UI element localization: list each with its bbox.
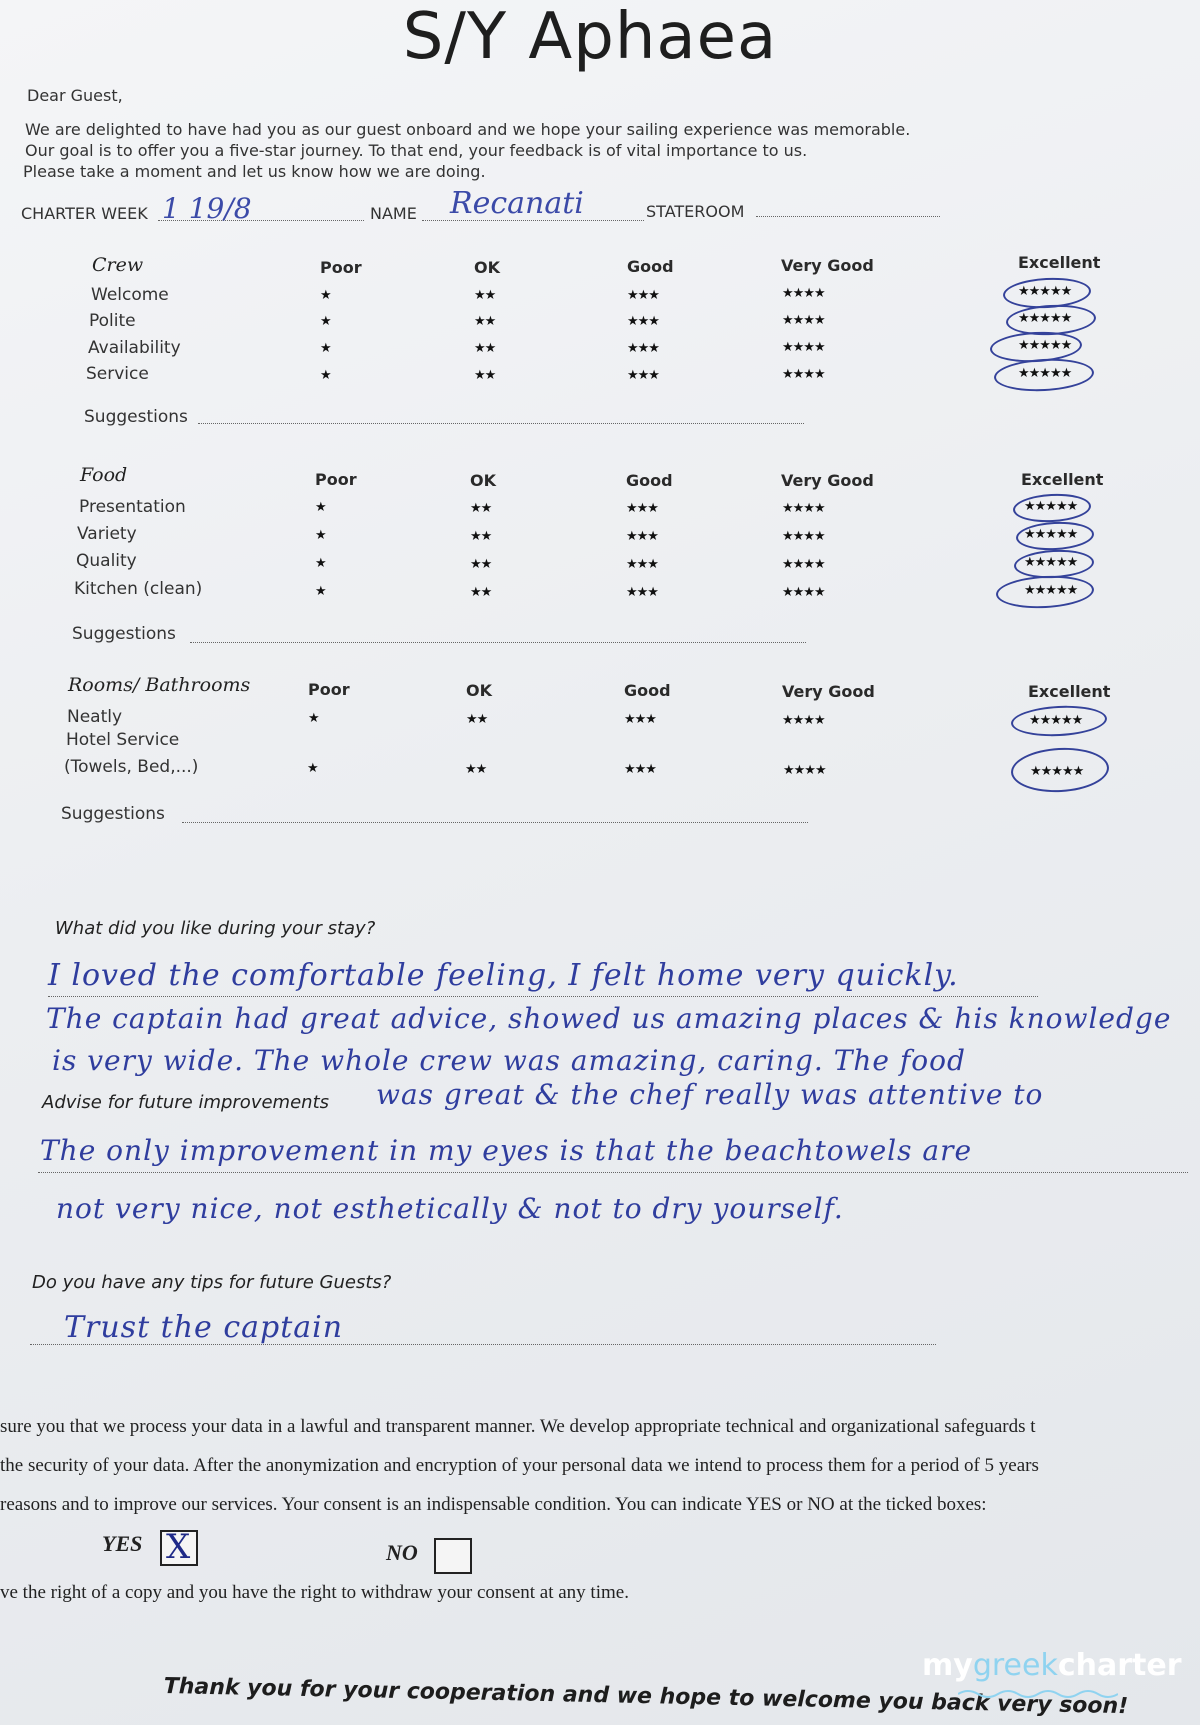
item-neatly: Neatly (67, 707, 123, 727)
suggestions-label: Suggestions (72, 624, 176, 644)
charter-week-value[interactable]: 1 19/8 (162, 192, 252, 225)
greeting: Dear Guest, (27, 86, 123, 105)
star-4[interactable]: ★★★★ (782, 313, 825, 328)
star-3[interactable]: ★★★ (627, 368, 659, 383)
star-5[interactable]: ★★★★★ (1024, 555, 1078, 570)
legal-line-3: reasons and to improve our services. Your consent is an indispensable condition. You can indicate YES or NO at the ticked boxes: (0, 1494, 987, 1515)
star-4[interactable]: ★★★★ (782, 340, 825, 355)
star-3[interactable]: ★★★ (624, 712, 656, 727)
star-2[interactable]: ★★ (470, 529, 492, 544)
star-1[interactable]: ★ (320, 314, 331, 329)
consent-yes-label: YES (102, 1531, 143, 1556)
header-excellent: Excellent (1021, 470, 1104, 489)
intro-line-3: Please take a moment and let us know how we are doing. (23, 162, 486, 181)
star-3[interactable]: ★★★ (624, 762, 656, 777)
header-very-good: Very Good (781, 471, 874, 490)
header-ok: OK (470, 471, 496, 490)
legal-line-4: ve the right of a copy and you have the right to withdraw your consent at any time. (0, 1582, 629, 1603)
header-good: Good (627, 257, 674, 276)
star-3[interactable]: ★★★ (626, 501, 658, 516)
thanks-message: Thank you for your cooperation and we hope to welcome you back very soon! (163, 1674, 1129, 1720)
header-very-good: Very Good (781, 256, 874, 275)
intro-line-2: Our goal is to offer you a five-star journey. To that end, your feedback is of vital importance to us. (25, 141, 808, 160)
star-1[interactable]: ★ (315, 556, 326, 571)
logo-part-my: my (922, 1648, 973, 1683)
header-excellent: Excellent (1028, 682, 1111, 701)
header-poor: Poor (308, 680, 350, 699)
star-3[interactable]: ★★★ (627, 288, 659, 303)
star-3[interactable]: ★★★ (626, 529, 658, 544)
charter-week-label: CHARTER WEEK (21, 204, 148, 223)
mygreekcharter-logo (922, 1648, 1182, 1683)
star-3[interactable]: ★★★ (626, 585, 658, 600)
selection-circle (993, 356, 1095, 393)
logo-part-greek: greek (972, 1648, 1058, 1683)
star-4[interactable]: ★★★★ (782, 585, 825, 600)
star-2[interactable]: ★★ (474, 314, 496, 329)
star-2[interactable]: ★★ (470, 501, 492, 516)
star-5[interactable]: ★★★★★ (1029, 713, 1083, 728)
star-1[interactable]: ★ (307, 761, 318, 776)
answer-tips[interactable]: Trust the captain (64, 1310, 344, 1345)
item-service: Service (86, 364, 149, 384)
consent-yes-checkbox[interactable] (160, 1527, 198, 1567)
item-polite: Polite (89, 311, 136, 331)
suggestions-line[interactable] (190, 642, 806, 643)
star-2[interactable]: ★★ (474, 288, 496, 303)
suggestions-label: Suggestions (61, 804, 165, 824)
header-poor: Poor (315, 470, 357, 489)
item-variety: Variety (77, 524, 137, 544)
answer-improvements-line-1[interactable]: The only improvement in my eyes is that the beachtowels are (40, 1134, 973, 1167)
item-availability: Availability (88, 338, 181, 358)
star-4[interactable]: ★★★★ (782, 557, 825, 572)
selection-circle (1012, 492, 1091, 524)
consent-no-checkbox[interactable] (434, 1538, 472, 1574)
answer-improvements-line-2[interactable]: not very nice, not esthetically & not to dry yourself. (56, 1192, 844, 1225)
section-title-rooms: Rooms/ Bathrooms (68, 674, 251, 696)
star-3[interactable]: ★★★ (626, 557, 658, 572)
wave-icon (958, 1688, 1118, 1700)
star-4[interactable]: ★★★★ (782, 713, 825, 728)
star-5[interactable]: ★★★★★ (1030, 764, 1084, 779)
section-title-crew: Crew (92, 254, 144, 276)
checkbox-mark: X (166, 1527, 191, 1567)
selection-circle (1015, 520, 1094, 552)
star-5[interactable]: ★★★★★ (1018, 338, 1072, 353)
item-quality: Quality (76, 551, 137, 571)
page-title: S/Y Aphaea (402, 0, 778, 74)
item-presentation: Presentation (79, 497, 186, 517)
star-5[interactable]: ★★★★★ (1024, 583, 1078, 598)
star-1[interactable]: ★ (315, 500, 326, 515)
answer-liked-line-4[interactable]: was great & the chef really was attentive to (376, 1078, 1044, 1111)
section-title-food: Food (80, 464, 128, 486)
intro-line-1: We are delighted to have had you as our guest onboard and we hope your sailing experience was memorable. (25, 120, 911, 139)
logo-part-charter: charter (1057, 1648, 1182, 1683)
suggestions-line[interactable] (198, 423, 804, 424)
star-2[interactable]: ★★ (470, 585, 492, 600)
suggestions-label: Suggestions (84, 407, 188, 427)
star-2[interactable]: ★★ (466, 712, 488, 727)
item-towels-bed: (Towels, Bed,...) (64, 757, 199, 777)
suggestions-line[interactable] (182, 822, 808, 823)
star-4[interactable]: ★★★★ (782, 286, 825, 301)
question-liked: What did you like during your stay? (55, 918, 376, 939)
answer-liked-line-3[interactable]: is very wide. The whole crew was amazing, caring. The food (52, 1044, 966, 1077)
star-5[interactable]: ★★★★★ (1018, 366, 1072, 381)
header-good: Good (624, 681, 671, 700)
star-1[interactable]: ★ (320, 341, 331, 356)
star-2[interactable]: ★★ (474, 368, 496, 383)
star-2[interactable]: ★★ (465, 762, 487, 777)
star-3[interactable]: ★★★ (627, 314, 659, 329)
header-excellent: Excellent (1018, 253, 1101, 272)
legal-line-2: the security of your data. After the anonymization and encryption of your personal data we intend to process them for a period of 5 years (0, 1455, 1039, 1476)
question-improvements: Advise for future improvements (42, 1092, 329, 1113)
star-1[interactable]: ★ (315, 584, 326, 599)
star-4[interactable]: ★★★★ (783, 763, 826, 778)
star-2[interactable]: ★★ (470, 557, 492, 572)
selection-circle (995, 573, 1095, 610)
star-5[interactable]: ★★★★★ (1018, 284, 1072, 299)
star-1[interactable]: ★ (308, 711, 319, 726)
header-good: Good (626, 471, 673, 490)
star-1[interactable]: ★ (315, 528, 326, 543)
consent-no-label: NO (386, 1540, 418, 1565)
star-1[interactable]: ★ (320, 288, 331, 303)
star-5[interactable]: ★★★★★ (1024, 527, 1078, 542)
star-5[interactable]: ★★★★★ (1024, 499, 1078, 514)
stateroom-label: STATEROOM (646, 202, 745, 221)
header-ok: OK (474, 258, 500, 277)
star-4[interactable]: ★★★★ (782, 529, 825, 544)
name-label: NAME (370, 204, 417, 223)
header-ok: OK (466, 681, 492, 700)
name-value[interactable]: Recanati (450, 186, 584, 221)
selection-circle (1010, 704, 1107, 739)
item-hotel-service: Hotel Service (66, 730, 180, 750)
question-tips: Do you have any tips for future Guests? (32, 1272, 392, 1293)
item-welcome: Welcome (91, 285, 169, 305)
header-very-good: Very Good (782, 682, 875, 701)
star-1[interactable]: ★ (320, 368, 331, 383)
answer-liked-line-2[interactable]: The captain had great advice, showed us amazing places & his knowledge (46, 1002, 1172, 1035)
star-2[interactable]: ★★ (474, 341, 496, 356)
star-4[interactable]: ★★★★ (782, 367, 825, 382)
star-3[interactable]: ★★★ (627, 341, 659, 356)
item-kitchen: Kitchen (clean) (74, 579, 203, 599)
header-poor: Poor (320, 258, 362, 277)
star-5[interactable]: ★★★★★ (1018, 311, 1072, 326)
legal-line-1: sure you that we process your data in a lawful and transparent manner. We develop appropriate technical and organizational safeguards t (0, 1416, 1036, 1437)
selection-circle (1010, 745, 1110, 794)
answer-liked-line-1[interactable]: I loved the comfortable feeling, I felt home very quickly. (48, 958, 959, 993)
star-4[interactable]: ★★★★ (782, 501, 825, 516)
